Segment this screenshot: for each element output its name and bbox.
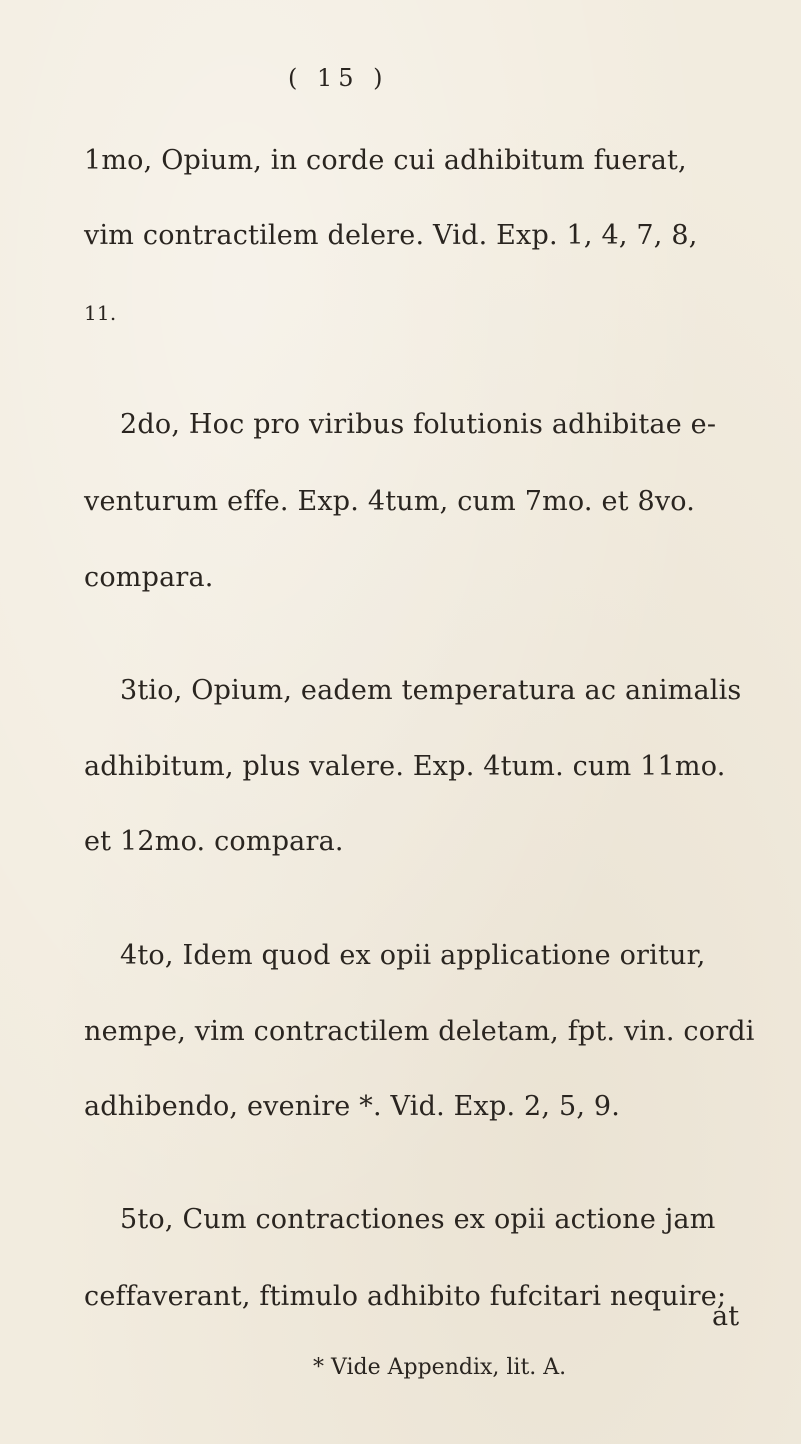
text-line: compara.: [84, 562, 214, 593]
text-line: 3tio, Opium, eadem temperatura ac animalis: [120, 675, 742, 706]
page-number: ( 15 ): [288, 64, 389, 92]
text-line: nempe, vim contractilem deletam, fpt. vin. cordi: [84, 1016, 755, 1047]
text-line: adhibendo, evenire *. Vid. Exp. 2, 5, 9.: [84, 1091, 621, 1122]
footnote: * Vide Appendix, lit. A.: [313, 1355, 567, 1380]
text-line: 11.: [84, 301, 117, 325]
text-line: ceffaverant, ftimulo adhibito fufcitari nequire;: [84, 1281, 727, 1312]
text-line: 2do, Hoc pro viribus folutionis adhibitae e-: [120, 409, 717, 440]
text-line: et 12mo. compara.: [84, 826, 344, 857]
text-line: vim contractilem delere. Vid. Exp. 1, 4, 7, 8,: [84, 220, 698, 251]
text-line: adhibitum, plus valere. Exp. 4tum. cum 11mo.: [84, 751, 726, 782]
text-line: 5to, Cum contractiones ex opii actione jam: [120, 1204, 716, 1235]
text-line: 4to, Idem quod ex opii applicatione oritur,: [120, 940, 706, 971]
text-line: 1mo, Opium, in corde cui adhibitum fuerat,: [84, 145, 687, 176]
catchword: at: [712, 1301, 740, 1332]
text-line: venturum effe. Exp. 4tum, cum 7mo. et 8vo.: [84, 486, 696, 517]
